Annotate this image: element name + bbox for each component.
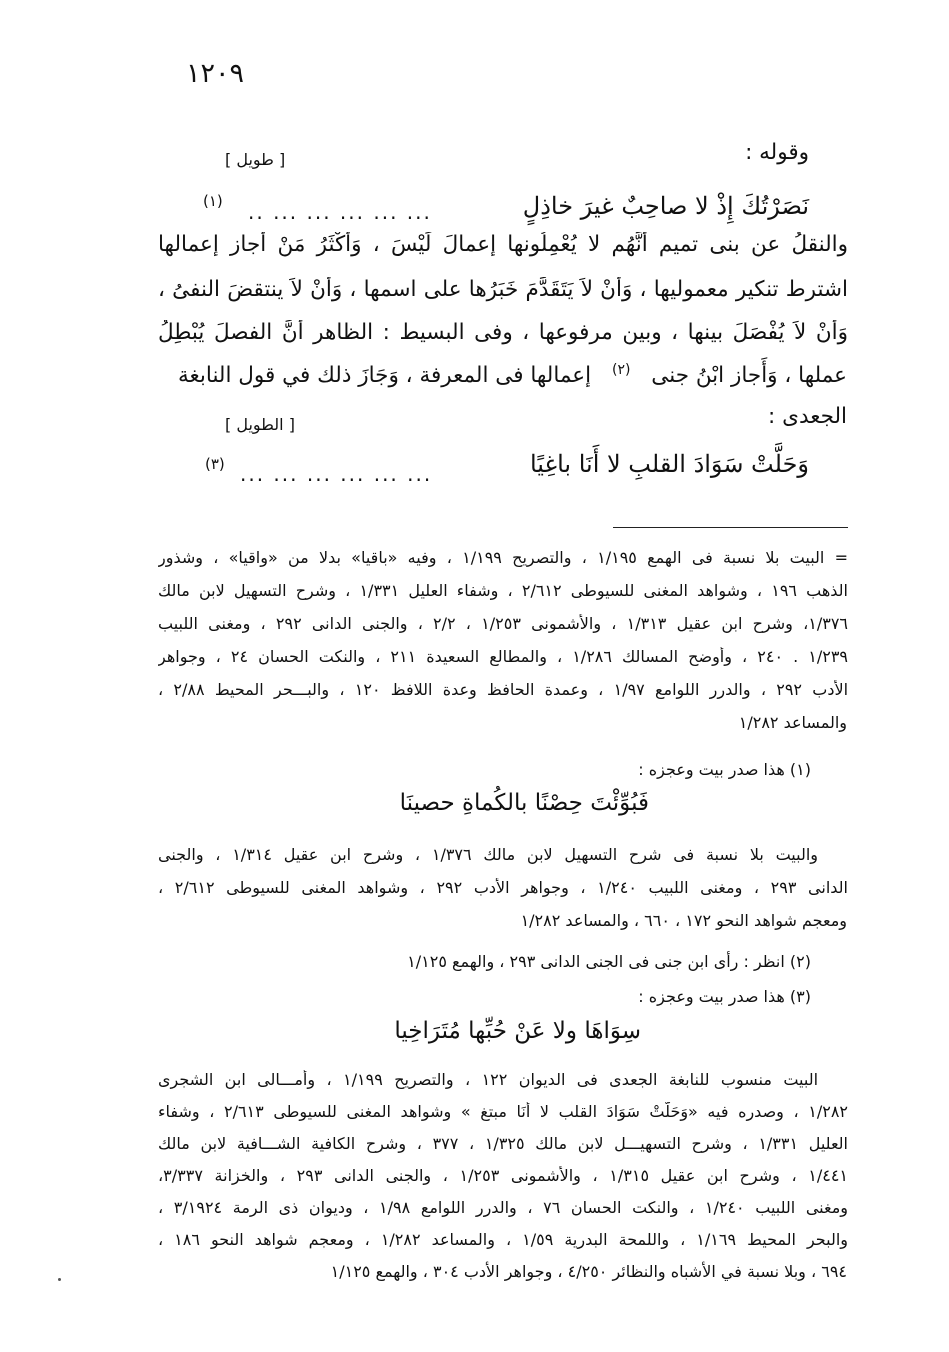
footnote-cont-line-1: = البيت بلا نسبة فى الهمع ١/١٩٥ ، والتصريح ١/١٩٩ ، وفيه «باقيا» بدلا من «واقيا» ، وشذور (158, 548, 848, 567)
footnote-3-body-line-3: العليل ١/٣٣١ ، وشرح التسهيـــل لابن مالك ١/٣٢٥ ، ٣٧٧ ، وشرح الكافية الشـــافية لابن مالك (158, 1134, 848, 1153)
paragraph-line-4 (157, 362, 847, 398)
footnote-3-verse: سِوَاهَا ولا عَنْ حُبِّها مُتَرَاخِيا (394, 1018, 641, 1044)
footnote-cont-line-5: الأدب ٢٩٢ ، والدرر اللوامع ١/٩٧ ، وعمدة الحافظ وعدة اللافظ ١٢٠ ، والبـــحر المحيط ٢/٨٨ ، (158, 680, 848, 699)
footnote-cont-line-6: والمساعد ١/٢٨٢ (738, 713, 847, 732)
paragraph-line-1: والنقلُ عن بنى تميم أَنَّهُم لا يُعْمِلُونها إعمالَ لَيْسَ ، وَأَكْثَرُ مَنْ أجاز إعمالها (158, 232, 848, 257)
verse-2: وَحَلَّتْ سَوَادَ القلبِ لا أَنَا باغِيًا (529, 450, 809, 478)
footnote-ref-2: (٢) (611, 362, 631, 378)
footnote-3-body-line-2: ١/٢٨٢ ، وصدره فيه «وَحَلَّتْ سَوَادَ القلب لا أَنَا مبتغ » وشواهد المغنى للسيوطى ٢/٦١٣ ، وشفاء (158, 1102, 848, 1121)
scan-speck (58, 1278, 61, 1281)
footnote-cont-line-2: الذهب ١٩٦ ، وشواهد المغنى للسيوطى ٢/٦١٢ ، وشفاء العليل ١/٣٣١ ، وشرح التسهيل لابن مالك (158, 581, 848, 600)
footnote-3-body-line-4: ١/٤٤١ ، وشرح ابن عقيل ١/٣١٥ ، والأشمونى ١/٢٥٣ ، والجنى الدانى ٢٩٣ ، والخزانة ٣/٣٣٧، (158, 1166, 848, 1185)
verse-1: نَصَرْتُكَ إِذْ لا صاحِبٌ غيرَ خاذِلٍ (522, 192, 809, 220)
footnote-1-body-line-1: والبيت بلا نسبة فى شرح التسهيل لابن مالك ١/٣٧٦ ، وشرح ابن عقيل ١/٣١٤ ، والجنى (158, 845, 818, 864)
paragraph-line-4-start: عملها ، وَأَجاز ابْنُ جنى (651, 363, 847, 389)
meter-label-2: [ الطويل ] (225, 415, 295, 434)
footnote-cont-line-3: ١/٣٧٦، وشرح ابن عقيل ١/٣١٣ ، والأشمونى ١/٢٥٣ ، ٢/٢ ، والجنى الدانى ٢٩٢ ، ومغنى اللبيب (158, 614, 848, 633)
footnote-3-body-line-1: البيت منسوب للنابغة الجعدى فى الديوان ١٢٢ ، والتصريح ١/١٩٩ ، وأمـــالى ابن الشجرى (158, 1070, 818, 1089)
footnote-ref-3: (٣) (205, 455, 225, 473)
footnote-3-body-line-5: ومغنى اللبيب ١/٢٤٠ ، والنكت الحسان ٧٦ ، والدرر اللوامع ١/٩٨ ، وديوان ذى الرمة ٣/١٩٢٤ ، (158, 1198, 848, 1217)
footnote-2: (٢) انظر : رأى ابن جنى فى الجنى الدانى ٢٩٣ ، والهمع ١/١٢٥ (407, 952, 811, 971)
footnote-3-body-line-6: والبحر المحيط ١/١٦٩ ، واللمحة البدرية ١/٥٩ ، والمساعد ١/٢٨٢ ، ومعجم شواهد النحو ١٨٦ ، (158, 1230, 848, 1249)
footnote-1-body-line-2: الدانى ٢٩٣ ، ومغنى اللبيب ١/٢٤٠ ، وجواهر الأدب ٢٩٢ ، وشواهد المغنى للسيوطى ٢/٦١٢ ، (158, 878, 848, 897)
verse-2-ellipsis: ... ... ... ... ... ... (240, 462, 433, 486)
footnote-cont-line-4: ١/٢٣٩ . ٢٤٠ ، وأوضح المسالك ١/٢٨٦ ، والمطالع السعيدة ٢١١ ، والنكت الحسان ٢٤ ، وجواهر (158, 647, 848, 666)
footnote-3-head: (٣) هذا صدر بيت وعجزه : (638, 987, 811, 1006)
footnote-separator (613, 527, 848, 528)
footnote-1-body-line-3: ومعجم شواهد النحو ١٧٢ ، ٦٦٠ ، والمساعد ١/٢٨٢ (520, 911, 847, 930)
paragraph-line-3: وَأَنْ لاَ يُفْصَلَ بينها ، وبين مرفوعها ، وفى البسيط : الظاهر أَنَّ الفصلَ يُبْطِلُ (158, 320, 848, 345)
footnote-ref-1: (١) (203, 192, 223, 210)
verse-1-ellipsis: .. ... ... ... ... ... (248, 200, 432, 224)
footnote-1-verse: فَبُوِّئْتَ حِصْنًا بالكُماةِ حصينَا (399, 790, 649, 816)
paragraph-line-5: الجعدى : (768, 404, 847, 429)
meter-label-1: [ طويل ] (225, 150, 286, 169)
footnote-3-body-line-7: ٦٩٤ ، وبلا نسبة في الأشباه والنظائر ٤/٢٥٠ ، وجواهر الأدب ٣٠٤ ، والهمع ١/١٢٥ (330, 1262, 847, 1281)
page-number: ١٢٠٩ (186, 58, 245, 89)
intro-line: وقوله : (745, 140, 809, 165)
paragraph-line-4-end: إعمالها فى المعرفة ، وَجَازَ ذلك في قول النابغة (178, 363, 592, 389)
footnote-1-head: (١) هذا صدر بيت وعجزه : (638, 760, 811, 779)
paragraph-line-2: اشترط تنكير معموليها ، وَأَنْ لاَ يَتَقَدَّمَ خَبَرُها على اسمها ، وَأَنْ لاَ ينتقضَ النفىُ ، (158, 277, 848, 302)
